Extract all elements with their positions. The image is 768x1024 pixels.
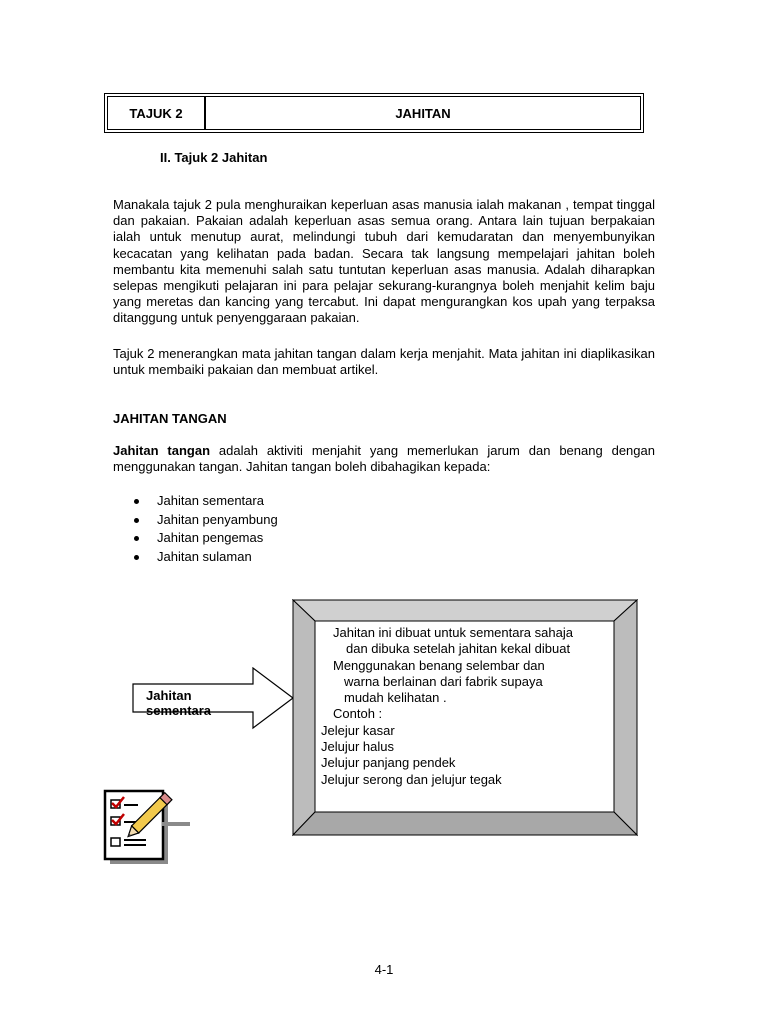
definition-term: Jahitan tangan — [113, 443, 211, 458]
arrow-label-line: Jahitan — [146, 688, 192, 703]
list-item: Jahitan pengemas — [134, 529, 278, 548]
frame-line: Contoh : — [333, 706, 383, 722]
stitch-types-list — [134, 492, 278, 567]
definition-paragraph — [113, 443, 655, 475]
frame-line: Jelejur kasar — [321, 722, 395, 738]
frame-line: Jahitan ini dibuat untuk sementara sahaja — [333, 625, 573, 640]
intro-paragraph: Manakala tajuk 2 pula menghuraikan keperluan asas manusia ialah makanan , tempat tinggal dan pakaian. Pakaian adalah keperluan asas semua orang. Antara lain tujuan berpakaian ialah untuk menutup aurat, melindungi tubuh dari kemudaratan dan menyembunyikan kecacatan yang kelihatan pada badan. Secara tak langsung mempelajari jahitan boleh membantu kita memenuhi salah satu tuntutan keperluan asas manusia. Adalah diharapkan selepas mengikuti pelajaran ini para pelajar sekurang-kurangnya boleh menjahit kelim baju yang meretas dan kancing yang tercabut. Ini dapat mengurangkan kos upah yang terpaksa ditanggung untuk penyenggaraan pakaian. — [113, 197, 655, 326]
hand-stitch-heading: JAHITAN TANGAN — [113, 411, 227, 426]
definition-text: adalah aktiviti menjahit yang memerlukan jarum dan benang dengan menggunakan tangan. Jahitan tangan boleh dibahagikan kepada: — [113, 443, 655, 475]
frame-line: warna berlainan dari fabrik supaya — [344, 673, 543, 689]
arrow-label — [146, 688, 211, 718]
frame-line: Jelujur panjang pendek — [321, 755, 456, 771]
topic-paragraph: Tajuk 2 menerangkan mata jahitan tangan dalam kerja menjahit. Mata jahitan ini diaplikasikan untuk membaiki pakaian dan membuat artikel. — [113, 346, 655, 378]
topic-label: TAJUK 2 — [107, 96, 205, 130]
checklist-pencil-icon — [100, 786, 196, 866]
frame-text — [321, 625, 601, 788]
frame-line: Jelujur halus — [321, 739, 394, 755]
list-item: Jahitan penyambung — [134, 511, 278, 530]
list-item: Jahitan sementara — [134, 492, 278, 511]
frame-line: Jelujur serong dan jelujur tegak — [321, 771, 502, 787]
topic-title: JAHITAN — [205, 96, 641, 130]
frame-line: mudah kelihatan . — [344, 690, 447, 706]
list-item: Jahitan sulaman — [134, 548, 278, 567]
arrow-label-line: sementara — [146, 703, 212, 718]
page-number: 4-1 — [374, 962, 394, 977]
topic-header-table — [104, 93, 644, 133]
section-subtitle: II. Tajuk 2 Jahitan — [160, 150, 268, 165]
frame-line: dan dibuka setelah jahitan kekal dibuat — [346, 641, 571, 657]
frame-line: Menggunakan benang selembar dan — [333, 657, 545, 673]
